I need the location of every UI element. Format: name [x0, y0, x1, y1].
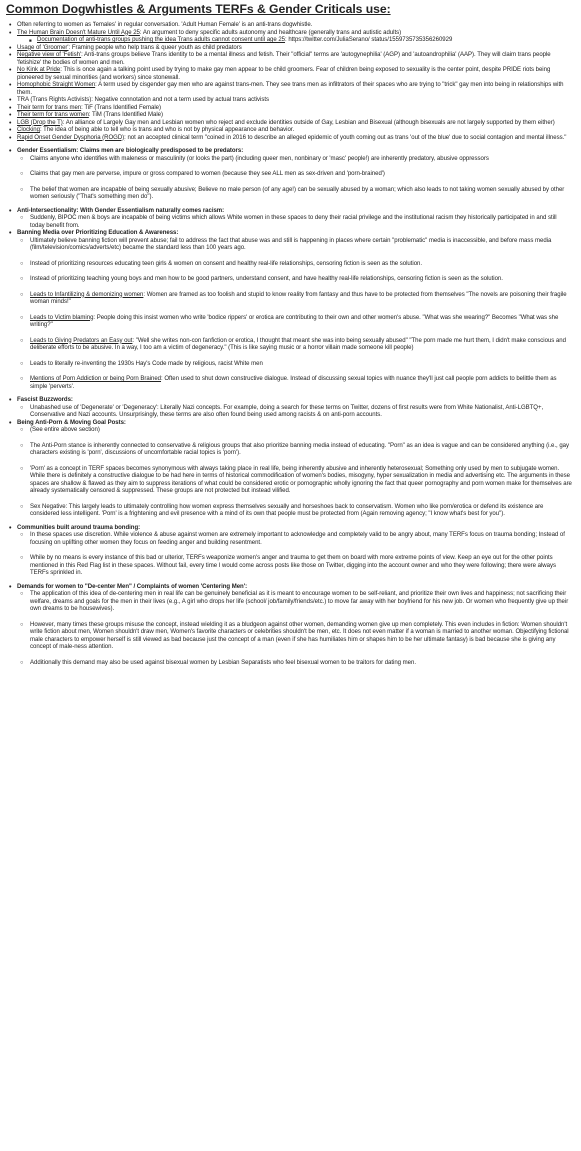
list-item	[3, 591, 572, 614]
term-link[interactable]: No Kink at Pride	[17, 67, 61, 73]
list-item	[3, 97, 572, 105]
list-item	[3, 45, 572, 53]
list-item	[3, 420, 572, 428]
item-text: : Framing people who help trans & queer youth as child predators	[68, 44, 242, 51]
list-item	[3, 208, 572, 216]
list-item	[3, 443, 572, 458]
item-text: The application of this idea of de-centering men in real life can be genuinely beneficial as it is meant to encourage women to be self-reliant, and prioritize their own lives and happiness; not sacrificing their welfare, dreams and goals for the men in their lives (e.g., A girl who drops her life (school/ job/family/friends/etc.) to move far away with her boyfriend for his new job. Or women who frequently give up their own dreams to be housewives).	[30, 591, 569, 612]
list-item	[3, 52, 572, 67]
item-text: (See entire above section)	[30, 427, 100, 433]
item-text: While by no means is every instance of this bad or ulterior, TERFs weaponize women's anger and trauma to get them on board with more extreme points of view. Keep an eye out for the other points mentioned in this Red Flag list in these spaces. Without fail, every time I would come across posts like those on Twitter, digging into the account owner and who they were following; there were always TERFs sprinkled in.	[30, 555, 556, 576]
item-text: Anti-Intersectionality: With Gender Essentialism naturally comes racism:	[17, 207, 225, 214]
list-item	[3, 112, 572, 120]
item-text: : The idea of being able to tell who is trans and who is not by physical appearance and behavior.	[39, 127, 295, 133]
list-item	[3, 67, 572, 82]
item-text: : TiM (Trans Identified Male)	[88, 112, 163, 118]
list-item	[3, 525, 572, 533]
item-text: Often referring to women as 'females' in regular conversation. 'Adult Human Female' is an anti-trans dogwhistle.	[17, 22, 313, 28]
list-item	[3, 230, 572, 238]
list-item	[3, 127, 572, 135]
term-link[interactable]: Their term for trans men	[17, 104, 82, 111]
list-item	[3, 156, 572, 164]
list-item	[3, 466, 572, 496]
list-item	[3, 584, 572, 592]
term-link[interactable]: The Human Brain Doesn't Mature Until Age 25	[17, 29, 140, 36]
section-list	[3, 22, 572, 142]
item-text: : This is once again a talking point used by trying to make gay men appear to be child groomers. Fear of children being exposed to sexuality is the center point, despite PRIDE riots being pioneered by sexual minorities (and workers) since stonewall.	[17, 67, 551, 81]
term-link[interactable]: Leads to Infantilizing & demonizing women	[30, 291, 144, 298]
item-text: TRA (Trans Rights Activists): Negative connotation and not a term used by actual trans activists	[17, 97, 269, 103]
list-item	[3, 135, 572, 143]
document-body	[3, 22, 572, 667]
list-item	[3, 261, 572, 269]
list-item	[3, 238, 572, 253]
list-item	[3, 315, 572, 330]
item-text: : People doing this insist women who write 'bodice rippers' or erotica are contributing to their own and other women's abuse. "What was she wearing?" Becomes "What was she writing?"	[30, 314, 559, 328]
list-item	[3, 30, 572, 38]
list-item	[3, 187, 572, 202]
list-item	[3, 338, 572, 353]
term-link[interactable]: Their term for trans women	[17, 112, 89, 118]
item-text: Communities built around trauma bonding:	[17, 524, 141, 531]
list-item	[3, 622, 572, 652]
list-item	[3, 555, 572, 578]
item-text: : "Well she writes non-con fanfiction or erotica, I thought that meant she was into being sexually abused" "The porn made me hurt them, I didn't make conscious and deliberate efforts to be abusive. In a way, I too am a victim of degeneracy." (This is like saying music or a horror villain made someone kill people)	[30, 337, 566, 351]
section-list	[3, 208, 572, 392]
item-text: However, many times these groups misuse the concept, instead wielding it as a bludgeon against other women, demanding women give up men completely. This even includes in fiction: Women shouldn't write fiction about men, Women shouldn't draw men, Women's favorite characters or celebrities shouldn't be men, etc. It does not even matter if a woman is married to another woman. Objectifying fictional male characters to empower herself is still viewed as bad because just the concept of a man (even if she has humiliates him or shapes him to be her ultimate fantasy) is bad because she is giving any concept of male-ness attention.	[30, 621, 569, 650]
item-text: Fascist Buzzwords:	[17, 397, 73, 403]
item-text: The Anti-Porn stance is inherently connected to conservative & religious groups that also prioritize banning media instead of educating. "Porn" as an idea is vague and can be considered anything (i.e., gay characters existing is 'porn', discussions of uncomfortable racial topics is 'porn').	[30, 442, 569, 456]
term-link[interactable]: Usage of 'Groomer'	[17, 44, 69, 51]
list-item	[3, 376, 572, 391]
list-item	[3, 292, 572, 307]
list-item	[3, 120, 572, 128]
term-link[interactable]: Documentation of anti-trans groups pushing the idea Trans adults cannot consent until age 25	[37, 37, 286, 43]
item-text: In these spaces use discretion. While violence & abuse against women are extremely important to acknowledge and completely valid to be angry about, many TERFs focus on trauma bonding; Instead of focusing on uplifting other women they focus on feeding anger and building resentment.	[30, 532, 565, 546]
item-text: Additionally this demand may also be used against bisexual women by Lesbian Separatists who feel bisexual women to be traitors for dating men.	[30, 659, 416, 666]
item-text: Leads to literally re-inventing the 1930s Hay's Code made by religious, racist White men	[30, 360, 263, 367]
list-item	[3, 276, 572, 284]
item-text: : Anti-trans groups believe Trans identity to be a mental illness and fetish. Their "official" terms are 'autogynephilia' (AGP) and 'autoandrophilia' (AAP). They will claim trans people 'fetishize' the bodies of women and men.	[17, 52, 551, 66]
list-item	[3, 405, 572, 420]
item-text: : Often used to shut down constructive dialogue. Instead of discussing sexual topics with nuance they'll just call people porn addicts to belittle them as simple 'perverts'.	[30, 376, 557, 390]
list-item	[3, 148, 572, 156]
item-text: Sex Negative: This largely leads to ultimately controlling how women express themselves sexually and horseshoes back to conservatism. Women who like porn/erotica or defend its existence are considered less intelligent. 'Porn' is a frightening and evil presence with a mind of its own that people must be protected from (Again removing agency; "I know what's best for you").	[30, 503, 544, 517]
item-text: Claims that gay men are perverse, impure or gross compared to women (because they see ALL men as sex-driven and 'porn-brained')	[30, 171, 385, 177]
list-item	[3, 660, 572, 668]
section-list	[3, 584, 572, 668]
section-list	[3, 148, 572, 202]
item-text: : An argument to deny specific adults autonomy and healthcare (generally trans and autistic adults)	[139, 29, 402, 36]
list-item	[3, 504, 572, 519]
list-item	[3, 532, 572, 547]
list-item	[3, 37, 572, 45]
list-item	[3, 22, 572, 30]
item-text: The belief that women are incapable of being sexually abusive; Believe no male person (of any age!) can be sexually abused by a woman; which also leads to not taking women sexually abused by other women seriously ("That's something men do").	[30, 186, 565, 200]
item-text: : not an accepted clinical term "coined in 2016 to describe an alleged epidemic of youth coming out as trans 'out of the blue' due to social contagion and mental illness."	[124, 134, 567, 141]
term-link[interactable]: Homophobic Straight Women	[17, 82, 96, 88]
item-text: Unabashed use of 'Degenerate' or 'Degeneracy': Literally Nazi concepts. For example, doing a search for these terms on Twitter, dozens of first results were from White Nationalist, Anti-LGBTQ+, Conservative and Nazi accounts. Unsurprisingly, these terms are also often found being used among racists & on anti-porn accounts.	[30, 404, 544, 418]
item-text: : A term used by cisgender gay men who are against trans-men. They see trans men as infiltrators of their spaces who are trying to "trick" gay men into being in relationships with them.	[17, 82, 564, 96]
item-text: : https://twitter.com/JuliaSerano/ status/1559735735356260929	[285, 37, 453, 43]
list-item	[3, 427, 572, 435]
list-item	[3, 215, 572, 230]
list-item	[3, 171, 572, 179]
term-link[interactable]: Leads to Victim blaming	[30, 314, 94, 321]
item-text: Ultimately believe banning fiction will prevent abuse; fail to address the fact that abuse was and still is happening in places where certain "problematic" media is inaccessible, and before mass media (film/television/comics/adverts/etc) became the standard less than 100 years ago.	[30, 237, 552, 251]
term-link[interactable]: LGB (Drop the T)	[17, 119, 63, 126]
item-text: Instead of prioritizing resources educating teen girls & women on consent and healthy real-life relationships, censoring fiction is seen as the solution.	[30, 260, 423, 267]
list-item	[3, 105, 572, 113]
term-link[interactable]: Rapid Onset Gender Dysphoria (ROGD)	[17, 134, 125, 141]
section-list	[3, 397, 572, 519]
item-text: 'Porn' as a concept in TERF spaces becomes synonymous with always taking place in real life, being inherently abusive and inherently heterosexual; Something only used by men to subjugate women. While there is definitely a constructive dialogue to be had here in terms of historical commodification of women's bodies, misogyny, hyper sexualization in media and advertising etc. The arguments in these spaces are shallow & flawed as they aim to suppress iterations of what could be considered erotic or pornographic wholly ignoring the fact that queer pornography and porn women make for themselves are already systematically censored & suppressed. These groups are not protected but instead vilified.	[30, 465, 572, 494]
item-text: : Women are framed as too foolish and stupid to know reality from fantasy and thus have to be protected from themselves "The novels are poisoning their fragile woman minds!"	[30, 291, 567, 305]
item-text: Suddenly, BIPOC men & boys are incapable of being victims which allows White women in these spaces to deny their racial privilege and the institutional racism they historically participated in and still today benefit from.	[30, 215, 557, 229]
item-text: : An alliance of Largely Gay men and Lesbian women who reject and exclude identities outside of Gay, Lesbian and Bisexual (although bisexuals are not largely supported by them either)	[62, 119, 555, 126]
item-text: Being Anti-Porn & Moving Goal Posts:	[17, 419, 126, 426]
item-text: : TiF (Trans Identified Female)	[81, 104, 161, 111]
item-text: Banning Media over Prioritizing Education & Awareness:	[17, 230, 179, 236]
item-text: Instead of prioritizing teaching young boys and men how to be good partners, understand consent, and have healthy real-life relationships, censoring fiction is seen as the solution.	[30, 276, 503, 282]
item-text: Gender Essentialism: Claims men are biologically predisposed to be predators:	[17, 148, 244, 154]
list-item	[3, 361, 572, 369]
term-link[interactable]: Mentions of Porn Addiction or being Porn Brained	[30, 376, 162, 382]
list-item	[3, 82, 572, 97]
term-link[interactable]: Negative view of 'Fetish'	[17, 52, 82, 58]
term-link[interactable]: Leads to Giving Predators an Easy out	[30, 337, 133, 344]
item-text: Demands for women to "De-center Men" / Complaints of women 'Centering Men':	[17, 583, 248, 590]
item-text: Claims anyone who identifies with maleness or masculinity (or looks the part) (including queer men, nonbinary or 'masc' people!) are inherently predatory, abusive oppressors	[30, 155, 489, 162]
list-item	[3, 397, 572, 405]
page-title: Common Dogwhistles & Arguments TERFs & Gender Criticals use:	[6, 2, 391, 16]
term-link[interactable]: Clocking	[17, 127, 40, 133]
section-list	[3, 525, 572, 578]
